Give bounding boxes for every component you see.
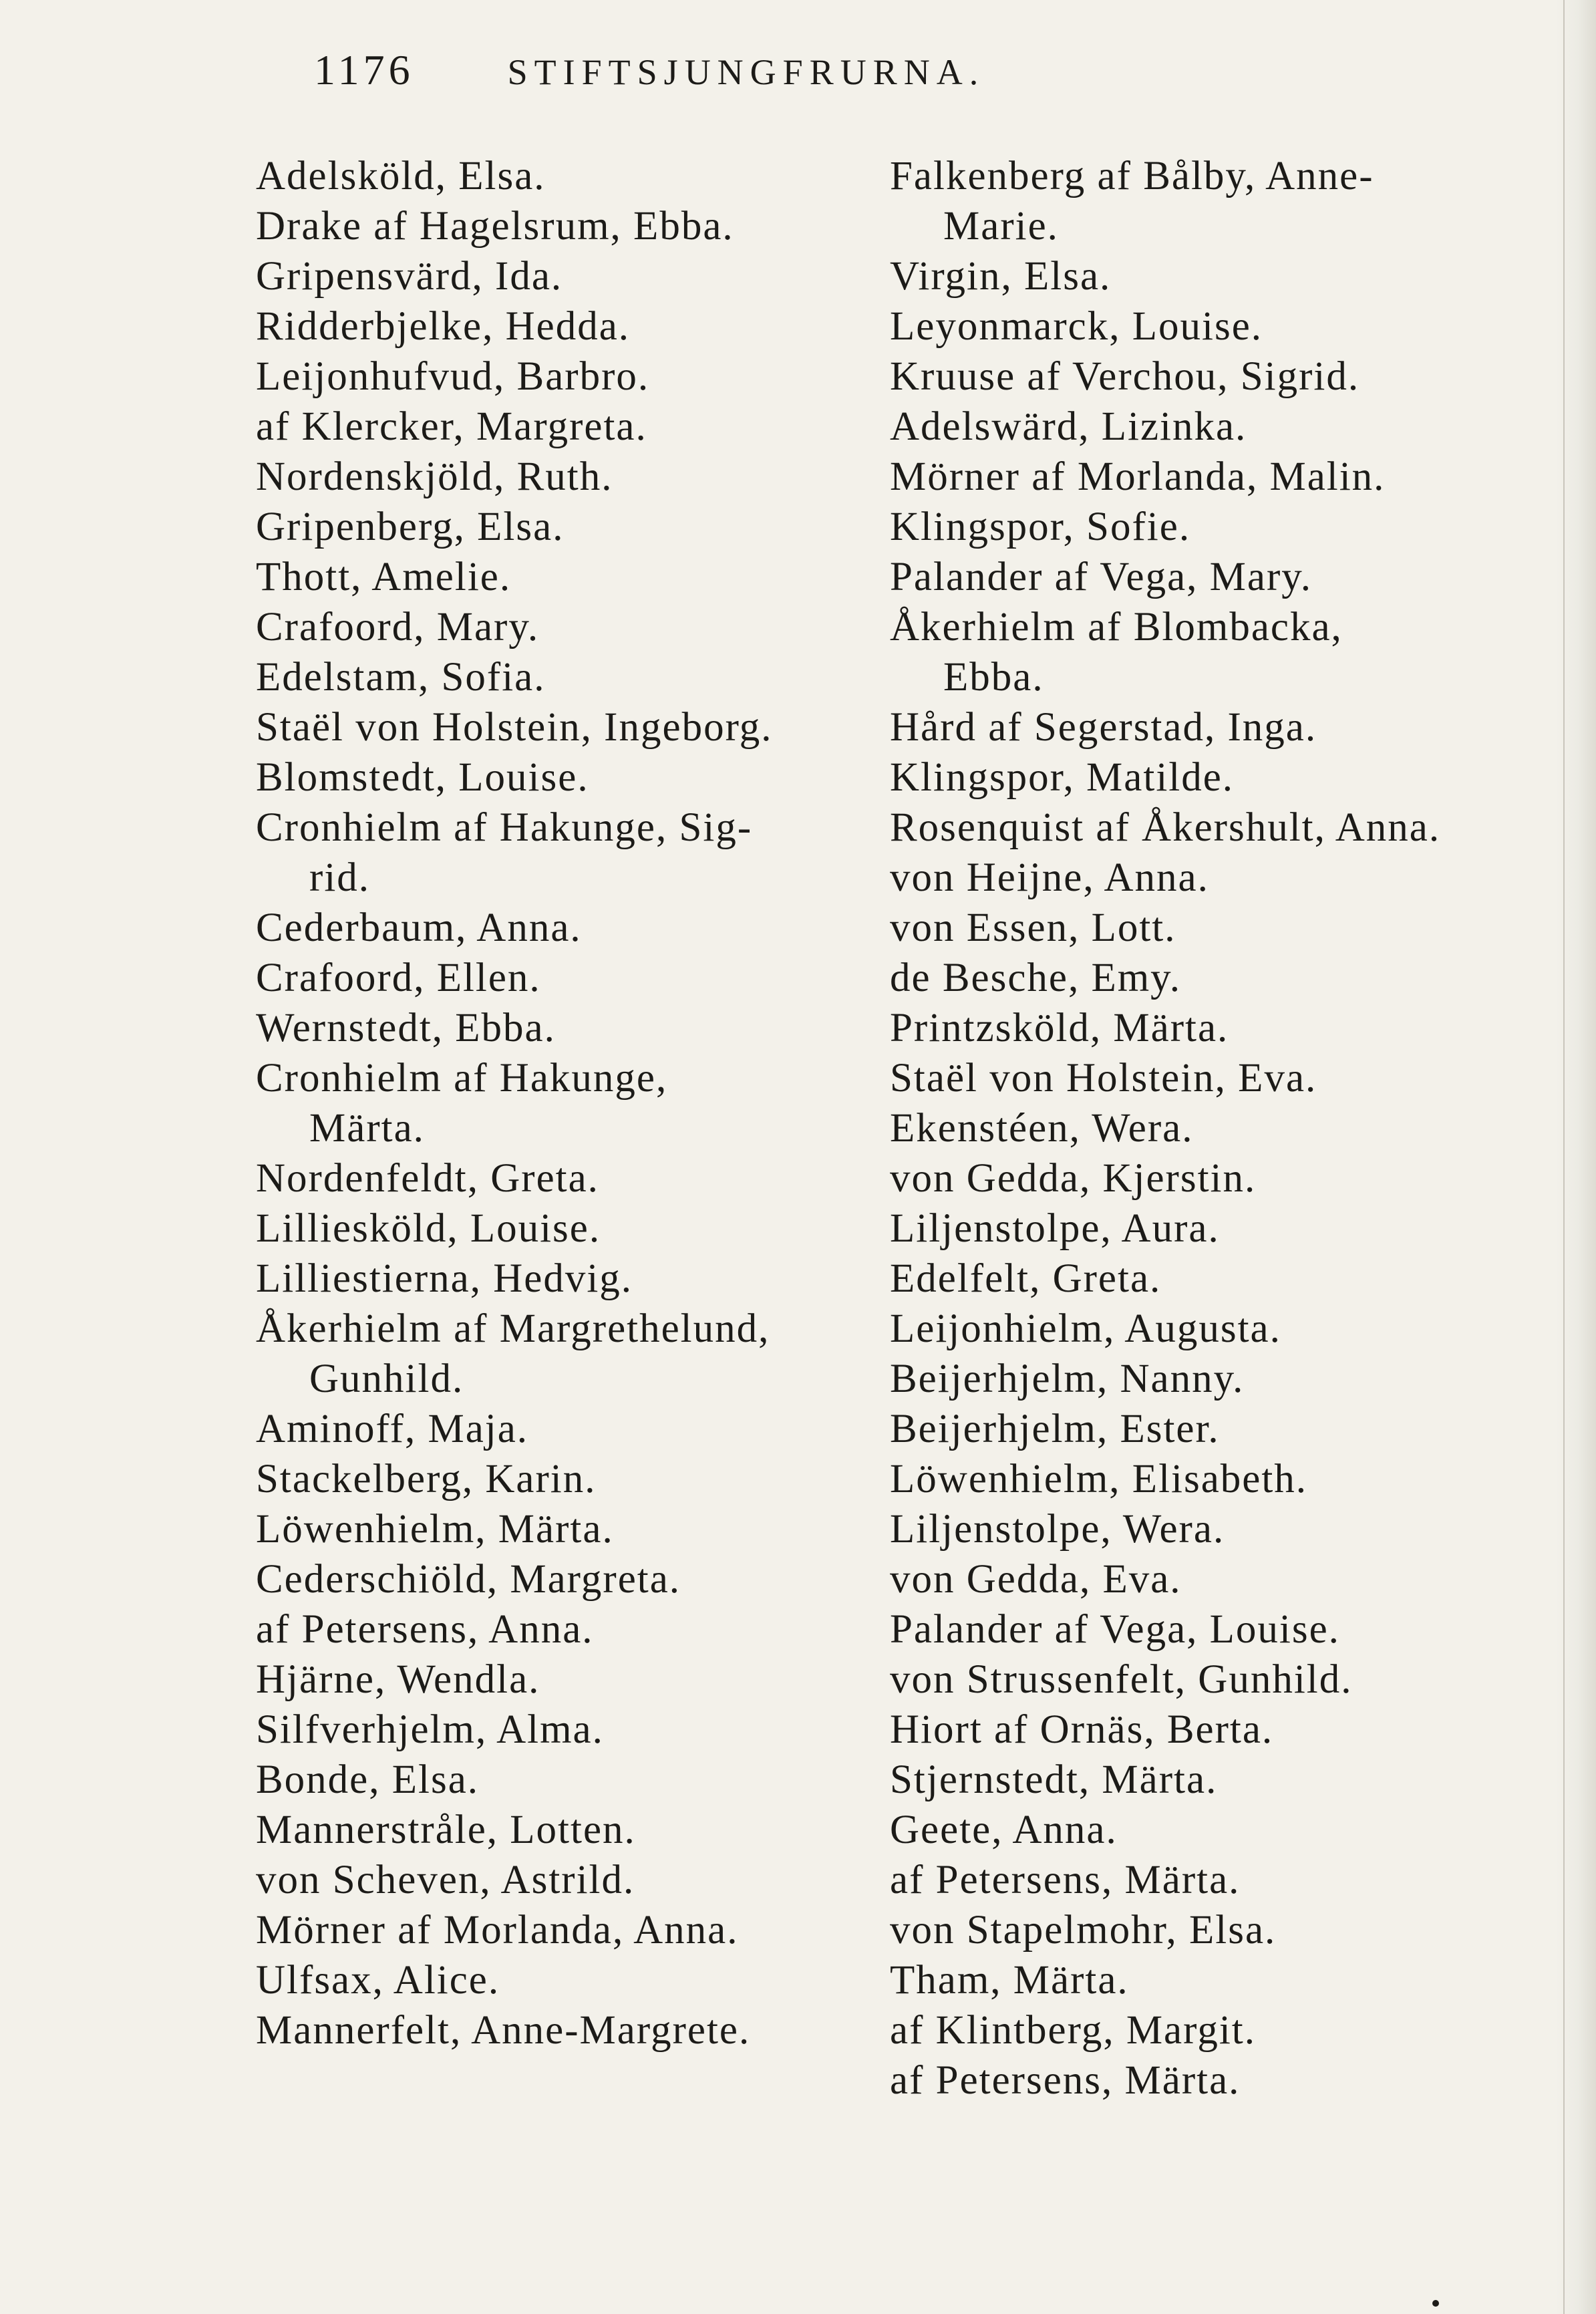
list-item: von Stapelmohr, Elsa. <box>890 1908 1277 1953</box>
list-item: Nordenfeldt, Greta. <box>256 1156 599 1201</box>
list-item-continuation: Marie. <box>943 204 1059 249</box>
list-item: Drake af Hagelsrum, Ebba. <box>256 204 734 249</box>
list-item: Stackelberg, Karin. <box>256 1457 597 1501</box>
list-item: Mannerstråle, Lotten. <box>256 1807 636 1852</box>
list-item: Virgin, Elsa. <box>890 254 1112 299</box>
list-item: Mörner af Morlanda, Malin. <box>890 454 1386 499</box>
list-item: Gripensvärd, Ida. <box>256 254 563 299</box>
list-item: Lilliesköld, Louise. <box>256 1206 601 1251</box>
list-item: Crafoord, Ellen. <box>256 956 541 1000</box>
list-item: af Klercker, Margreta. <box>256 404 647 449</box>
right-name-column <box>890 151 1504 2106</box>
list-item: Mannerfelt, Anne-Margrete. <box>256 2008 751 2053</box>
list-item: Cronhielm af Hakunge, <box>256 1056 668 1101</box>
list-item: Stjernstedt, Märta. <box>890 1757 1218 1802</box>
list-item-continuation: Märta. <box>309 1106 425 1151</box>
list-item: Edelstam, Sofia. <box>256 655 546 700</box>
list-item-continuation: Gunhild. <box>309 1356 464 1401</box>
list-item: Gripenberg, Elsa. <box>256 504 565 549</box>
list-item: von Scheven, Astrild. <box>256 1858 635 1902</box>
list-item: Palander af Vega, Mary. <box>890 555 1313 599</box>
list-item: Nordenskjöld, Ruth. <box>256 454 613 499</box>
list-item: Rosenquist af Åkershult, Anna. <box>890 805 1441 850</box>
list-item: Hjärne, Wendla. <box>256 1657 540 1702</box>
page-number: 1176 <box>314 46 414 94</box>
list-item: Falkenberg af Bålby, Anne- <box>890 154 1374 198</box>
list-item: Silfverhjelm, Alma. <box>256 1707 604 1752</box>
list-item: Palander af Vega, Louise. <box>890 1607 1340 1652</box>
list-item: von Gedda, Eva. <box>890 1557 1182 1602</box>
page-edge-line <box>1563 0 1565 2314</box>
list-item: Åkerhielm af Blombacka, <box>890 605 1343 649</box>
list-item: Ekenstéen, Wera. <box>890 1106 1194 1151</box>
list-item: Blomstedt, Louise. <box>256 755 589 800</box>
ink-speck <box>1432 2300 1439 2307</box>
list-item: Leijonhufvud, Barbro. <box>256 354 650 399</box>
list-item: Wernstedt, Ebba. <box>256 1006 556 1050</box>
list-item: Bonde, Elsa. <box>256 1757 480 1802</box>
list-item: Hård af Segerstad, Inga. <box>890 705 1317 750</box>
page-edge-shadow <box>1556 0 1596 2314</box>
list-item: Beijerhjelm, Ester. <box>890 1407 1220 1451</box>
list-item: Hiort af Ornäs, Berta. <box>890 1707 1274 1752</box>
left-name-column <box>256 151 870 2055</box>
list-item: Staël von Holstein, Ingeborg. <box>256 705 773 750</box>
list-item: Tham, Märta. <box>890 1958 1129 2003</box>
list-item: Aminoff, Maja. <box>256 1407 529 1451</box>
list-item: af Petersens, Märta. <box>890 2058 1241 2103</box>
list-item: Leijonhielm, Augusta. <box>890 1306 1281 1351</box>
list-item: af Petersens, Anna. <box>256 1607 594 1652</box>
list-item: Liljenstolpe, Aura. <box>890 1206 1220 1251</box>
list-item: Kruuse af Verchou, Sigrid. <box>890 354 1360 399</box>
list-item: Staël von Holstein, Eva. <box>890 1056 1317 1101</box>
list-item: af Petersens, Märta. <box>890 1858 1241 1902</box>
list-item: von Gedda, Kjerstin. <box>890 1156 1257 1201</box>
list-item: de Besche, Emy. <box>890 956 1181 1000</box>
list-item: Liljenstolpe, Wera. <box>890 1507 1225 1552</box>
list-item: Cronhielm af Hakunge, Sig- <box>256 805 753 850</box>
list-item: Ridderbjelke, Hedda. <box>256 304 631 349</box>
list-item: Cederschiöld, Margreta. <box>256 1557 681 1602</box>
list-item: Geete, Anna. <box>890 1807 1118 1852</box>
list-item: Cederbaum, Anna. <box>256 905 582 950</box>
running-title: STIFTSJUNGFRURNA. <box>507 52 985 92</box>
list-item: Leyonmarck, Louise. <box>890 304 1263 349</box>
list-item: Printzsköld, Märta. <box>890 1006 1229 1050</box>
list-item: Löwenhielm, Märta. <box>256 1507 614 1552</box>
list-item: Ulfsax, Alice. <box>256 1958 500 2003</box>
list-item: Beijerhjelm, Nanny. <box>890 1356 1245 1401</box>
list-item: Edelfelt, Greta. <box>890 1256 1162 1301</box>
list-item-continuation: rid. <box>309 855 371 900</box>
page-header <box>314 45 985 106</box>
list-item-continuation: Ebba. <box>943 655 1044 700</box>
list-item: von Heijne, Anna. <box>890 855 1209 900</box>
list-item: von Essen, Lott. <box>890 905 1176 950</box>
list-item: Adelswärd, Lizinka. <box>890 404 1247 449</box>
list-item: Klingspor, Matilde. <box>890 755 1235 800</box>
list-item: Adelsköld, Elsa. <box>256 154 546 198</box>
list-item: Åkerhielm af Margrethelund, <box>256 1306 770 1351</box>
list-item: Klingspor, Sofie. <box>890 504 1191 549</box>
list-item: af Klintberg, Margit. <box>890 2008 1256 2053</box>
list-item: Crafoord, Mary. <box>256 605 540 649</box>
list-item: Löwenhielm, Elisabeth. <box>890 1457 1308 1501</box>
list-item: Thott, Amelie. <box>256 555 512 599</box>
list-item: von Strussenfelt, Gunhild. <box>890 1657 1353 1702</box>
list-item: Lilliestierna, Hedvig. <box>256 1256 633 1301</box>
list-item: Mörner af Morlanda, Anna. <box>256 1908 739 1953</box>
